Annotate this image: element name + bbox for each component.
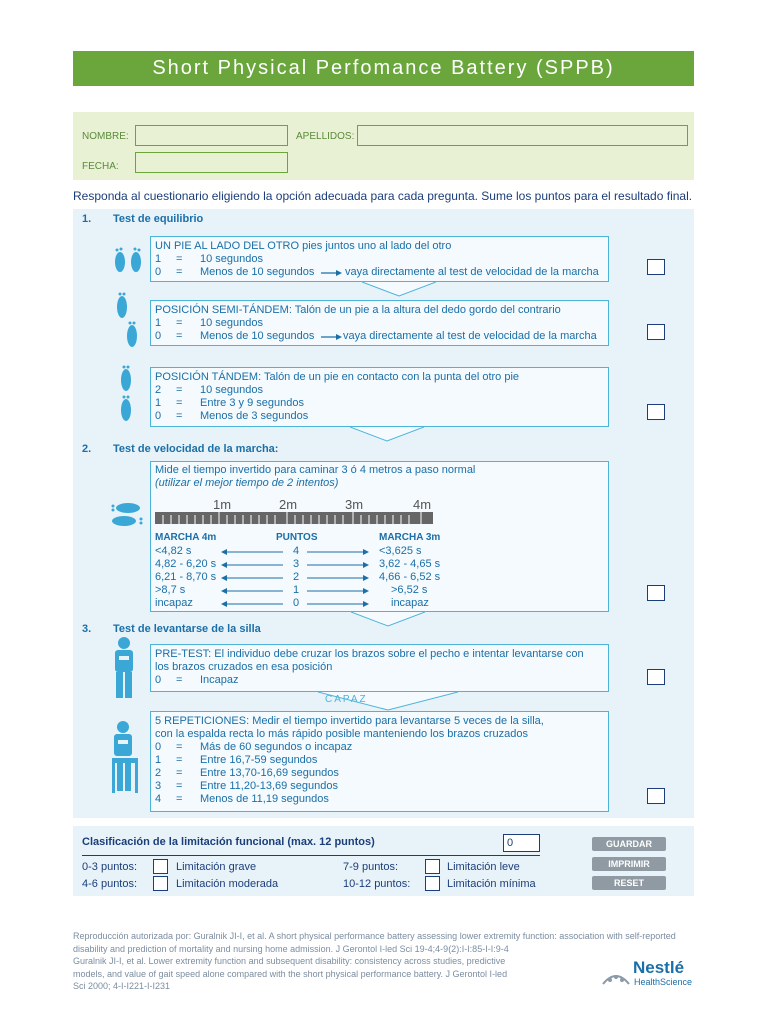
equals-sign: = xyxy=(176,793,183,805)
score-text: Entre 3 y 9 segundos xyxy=(200,397,304,409)
balance-box-side-by-side xyxy=(150,236,609,282)
equals-sign: = xyxy=(176,674,183,686)
feet-tandem-icon xyxy=(114,364,138,430)
rep-score-row xyxy=(155,767,604,780)
range-label: 4-6 puntos: xyxy=(82,878,138,890)
checkbox-moderate[interactable] xyxy=(153,876,168,891)
rep-line2: con la espalda recta lo más rápido posible manteniendo los brazos cruzados xyxy=(155,728,528,740)
equals-sign: = xyxy=(176,253,183,265)
score-value: 0 xyxy=(155,266,162,278)
col-header-3m: MARCHA 3m xyxy=(379,532,441,543)
limitation-label: Limitación moderada xyxy=(176,878,279,890)
score-text: Entre 13,70-16,69 segundos xyxy=(200,767,339,779)
gait-instruction: Mide el tiempo invertido para caminar 3 ó 4 metros a paso normal xyxy=(155,464,476,476)
gait-points-value: 1 xyxy=(293,584,300,596)
gait-points-value: 2 xyxy=(293,571,300,583)
nestle-nest-logo-icon xyxy=(601,964,631,988)
gait-3m-value: 3,62 - 4,65 s xyxy=(379,558,441,570)
equals-sign: = xyxy=(176,384,183,396)
arrow-right-icon xyxy=(307,548,369,556)
equals-sign: = xyxy=(176,754,183,766)
rep-score-row xyxy=(155,741,604,754)
apellidos-field[interactable] xyxy=(357,125,688,146)
checkbox-balance-1[interactable] xyxy=(647,259,665,275)
equals-sign: = xyxy=(176,767,183,779)
section3-number: 3. xyxy=(82,623,92,635)
gait-table-row xyxy=(151,558,451,571)
distance-ruler xyxy=(155,512,433,526)
arrow-right-icon xyxy=(307,574,369,582)
arrow-left-icon xyxy=(221,574,283,582)
gait-3m-value: >6,52 s xyxy=(391,584,428,596)
arrow-right-icon xyxy=(307,600,369,608)
rep-score-list xyxy=(155,741,604,806)
balance-box-semi-tandem xyxy=(150,300,609,346)
score-text: Incapaz xyxy=(200,674,239,686)
score-text: Menos de 10 segundos xyxy=(200,330,315,342)
rep-line1: 5 REPETICIONES: Medir el tiempo invertido para levantarse 5 veces de la silla, xyxy=(155,715,544,727)
pretest-line2: los brazos cruzados en esa posición xyxy=(155,661,333,673)
score-value: 1 xyxy=(155,317,162,329)
arrow-left-icon xyxy=(221,561,283,569)
score-text: Menos de 3 segundos xyxy=(200,410,309,422)
gait-note: (utilizar el mejor tiempo de 2 intentos) xyxy=(155,477,339,489)
gait-4m-value: 6,21 - 8,70 s xyxy=(155,571,217,583)
gait-4m-value: incapaz xyxy=(155,597,193,609)
checkbox-balance-2[interactable] xyxy=(647,324,665,340)
limitation-label: Limitación grave xyxy=(176,861,257,873)
rep-score-row xyxy=(155,754,604,767)
standing-person-icon xyxy=(110,636,138,700)
checkbox-pretest[interactable] xyxy=(647,669,665,685)
range-label: 7-9 puntos: xyxy=(343,861,399,873)
gait-4m-value: >8,7 s xyxy=(155,584,186,596)
arrow-left-icon xyxy=(221,548,283,556)
col-header-4m: MARCHA 4m xyxy=(155,532,217,543)
capaz-label: CAPAZ xyxy=(325,694,368,705)
divider xyxy=(82,855,540,856)
equals-sign: = xyxy=(176,397,183,409)
page-title: Short Physical Perfomance Battery (SPPB) xyxy=(73,51,694,86)
section1-number: 1. xyxy=(82,213,92,225)
equals-sign: = xyxy=(176,780,183,792)
score-value: 0 xyxy=(155,741,162,753)
reference-line: Reproducción autorizada por: Guralnik JI-I, et al. A short physical performance battery assessing lower extremity function: association with self-reported xyxy=(73,931,676,941)
checkbox-gait[interactable] xyxy=(647,585,665,601)
box1-heading: UN PIE AL LADO DEL OTRO pies juntos uno al lado del otro xyxy=(155,240,452,252)
pretest-box xyxy=(150,644,609,692)
logo-brand: Nestlé xyxy=(633,958,685,977)
pretest-line1: PRE-TEST: El individuo debe cruzar los brazos sobre el pecho e intentar levantarse con xyxy=(155,648,584,660)
score-text: 10 segundos xyxy=(200,253,263,265)
gait-points-value: 4 xyxy=(293,545,300,557)
gait-3m-value: <3,625 s xyxy=(379,545,422,557)
score-value: 1 xyxy=(155,397,162,409)
equals-sign: = xyxy=(176,741,183,753)
gait-table-row xyxy=(151,571,451,584)
arrow-right-icon xyxy=(321,269,343,277)
score-value: 0 xyxy=(155,410,162,422)
score-value: 2 xyxy=(155,384,162,396)
col-header-points: PUNTOS xyxy=(276,532,318,543)
nombre-label: NOMBRE: xyxy=(82,131,129,142)
arrow-right-icon xyxy=(307,561,369,569)
chevron-down-icon xyxy=(351,611,425,627)
checkbox-severe[interactable] xyxy=(153,859,168,874)
checkbox-repetitions[interactable] xyxy=(647,788,665,804)
arrow-right-icon xyxy=(321,333,343,341)
checkbox-minimal[interactable] xyxy=(425,876,440,891)
box3-heading: POSICIÓN TÁNDEM: Talón de un pie en contacto con la punta del otro pie xyxy=(155,371,520,383)
score-text: Entre 11,20-13,69 segundos xyxy=(200,780,339,792)
chevron-down-icon xyxy=(362,281,436,297)
gait-table-row xyxy=(151,545,451,558)
feet-semi-tandem-icon xyxy=(112,290,144,360)
score-value: 1 xyxy=(155,253,162,265)
instructions: Responda al cuestionario eligiendo la opción adecuada para cada pregunta. Sume los puntos para el resultado final. xyxy=(73,189,693,203)
score-text: Menos de 10 segundos xyxy=(200,266,315,278)
equals-sign: = xyxy=(176,330,183,342)
section1-title: Test de equilibrio xyxy=(113,213,204,225)
reference-line: Guralnik JI-I, et al. Lower extremity function and subsequent disability: consistency across studies, predictive xyxy=(73,956,506,966)
classification-title: Clasificación de la limitación funcional (max. 12 puntos) xyxy=(82,836,375,848)
box2-heading: POSICIÓN SEMI-TÁNDEM: Talón de un pie a la altura del dedo gordo del contrario xyxy=(155,304,561,316)
score-text: 10 segundos xyxy=(200,317,263,329)
score-value: 2 xyxy=(155,767,162,779)
logo-sub: HealthScience xyxy=(634,977,693,987)
feet-side-by-side-icon xyxy=(110,244,146,280)
chevron-down-icon xyxy=(350,426,424,442)
reference-line: disability and prediction of mortality and nursing home admission. J Gerontol I-led Sci 19-4;4-9(2):I-I:85-I-I:9-4 xyxy=(73,943,509,954)
score-value: 4 xyxy=(155,793,162,805)
gait-table-row xyxy=(151,597,451,610)
checkbox-balance-3[interactable] xyxy=(647,404,665,420)
ruler-label-2m: 2m xyxy=(279,497,298,512)
score-text: Más de 60 segundos o incapaz xyxy=(200,741,353,753)
gait-table-row xyxy=(151,584,451,597)
limitation-label: Limitación leve xyxy=(447,861,520,873)
section2-title: Test de velocidad de la marcha: xyxy=(113,443,279,455)
nombre-field[interactable] xyxy=(135,125,288,146)
gait-points-value: 0 xyxy=(293,597,300,609)
section2-number: 2. xyxy=(82,443,92,455)
arrow-left-icon xyxy=(221,600,283,608)
repetitions-box xyxy=(150,711,609,812)
gait-points-value: 3 xyxy=(293,558,300,570)
equals-sign: = xyxy=(176,317,183,329)
walking-feet-icon xyxy=(110,500,146,528)
score-value: 1 xyxy=(155,754,162,766)
gait-3m-value: incapaz xyxy=(391,597,429,609)
score-value: 0 xyxy=(155,330,162,342)
arrow-right-icon xyxy=(307,587,369,595)
limitation-label: Limitación mínima xyxy=(447,878,536,890)
score-value: 3 xyxy=(155,780,162,792)
ruler-label-3m: 3m xyxy=(345,497,364,512)
gait-4m-value: 4,82 - 6,20 s xyxy=(155,558,217,570)
score-value: 0 xyxy=(155,674,162,686)
balance-box-tandem xyxy=(150,367,609,427)
arrow-left-icon xyxy=(221,587,283,595)
fecha-field[interactable] xyxy=(135,152,288,173)
print-button[interactable]: IMPRIMIR xyxy=(592,857,666,871)
total-score-field[interactable]: 0 xyxy=(503,834,540,852)
gait-3m-value: 4,66 - 6,52 s xyxy=(379,571,441,583)
section3-title: Test de levantarse de la silla xyxy=(113,623,261,635)
equals-sign: = xyxy=(176,266,183,278)
range-label: 0-3 puntos: xyxy=(82,861,138,873)
skip-instruction: vaya directamente al test de velocidad de la marcha xyxy=(343,330,597,342)
reset-button[interactable]: RESET xyxy=(592,876,666,890)
score-text: 10 segundos xyxy=(200,384,263,396)
gait-4m-value: <4,82 s xyxy=(155,545,192,557)
equals-sign: = xyxy=(176,410,183,422)
reference-line: models, and value of gait speed alone compared with the short physical performance battery. J Gerontol I-led xyxy=(73,968,508,979)
score-text: Entre 16,7-59 segundos xyxy=(200,754,318,766)
ruler-label-4m: 4m xyxy=(413,497,432,512)
score-text: Menos de 11,19 segundos xyxy=(200,793,329,805)
checkbox-mild[interactable] xyxy=(425,859,440,874)
skip-instruction: vaya directamente al test de velocidad de la marcha xyxy=(345,266,599,278)
ruler-label-1m: 1m xyxy=(213,497,232,512)
rep-score-row xyxy=(155,780,604,793)
range-label: 10-12 puntos: xyxy=(343,878,411,890)
save-button[interactable]: GUARDAR xyxy=(592,837,666,851)
sitting-person-icon xyxy=(108,720,142,796)
reference-line: Sci 2000; 4-I-I221-I-I231 xyxy=(73,981,171,991)
apellidos-label: APELLIDOS: xyxy=(296,131,355,142)
rep-score-row xyxy=(155,793,604,806)
fecha-label: FECHA: xyxy=(82,161,119,172)
gait-speed-box xyxy=(150,461,609,612)
